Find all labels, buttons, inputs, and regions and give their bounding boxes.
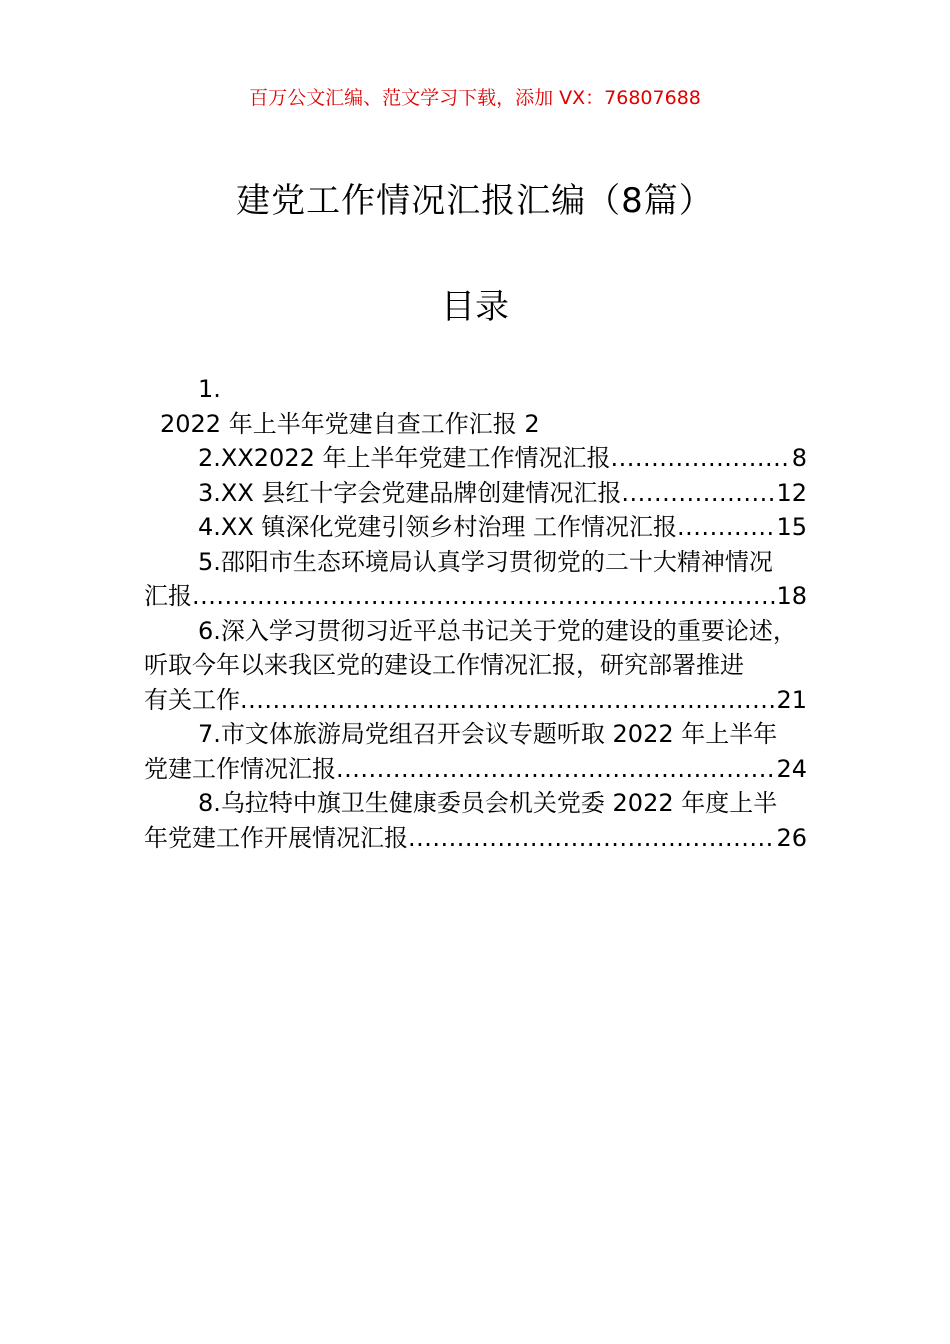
toc-item-text-continued: 汇报: [144, 582, 192, 610]
toc-item-6[interactable]: [144, 614, 807, 718]
dot-leader: [192, 579, 776, 614]
toc-item-text: 4.XX 镇深化党建引领乡村治理 工作情况汇报: [198, 513, 678, 541]
toc-item-text-continued: 年党建工作开展情况汇报: [144, 823, 408, 852]
dot-leader: [240, 683, 776, 718]
toc-item-3[interactable]: [144, 476, 807, 511]
toc-item-text-continued: 听取今年以来我区党的建设工作情况汇报，研究部署推进: [144, 651, 744, 679]
toc-item-text: 8.乌拉特中旗卫生健康委员会机关党委 2022 年度上半: [198, 789, 778, 817]
toc-item-text: 7.市文体旅游局党组召开会议专题听取 2022 年上半年: [198, 720, 778, 748]
toc-page-number: 15: [776, 513, 807, 541]
toc-page-number: 18: [776, 582, 807, 610]
table-of-contents: [144, 372, 807, 855]
toc-item-2[interactable]: [144, 441, 807, 476]
toc-item-text: 3.XX 县红十字会党建品牌创建情况汇报: [198, 478, 622, 507]
toc-item-number: 1.: [198, 375, 221, 403]
toc-page-number: 24: [776, 754, 807, 783]
toc-item-text: 6.深入学习贯彻习近平总书记关于党的建设的重要论述，: [198, 616, 797, 645]
toc-page-number: 21: [776, 685, 807, 714]
toc-item-text: 5.邵阳市生态环境局认真学习贯彻党的二十大精神情况: [198, 547, 773, 576]
document-title: 建党工作情况汇报汇编（8篇）: [236, 181, 714, 221]
toc-item-4[interactable]: [144, 510, 807, 545]
toc-heading: 目录: [441, 287, 509, 327]
toc-page-number: 8: [791, 444, 807, 472]
toc-item-8[interactable]: [144, 786, 807, 855]
header-note: 百万公文汇编、范文学习下载，添加 VX：76807688: [249, 87, 701, 109]
toc-page-number: 26: [776, 823, 807, 852]
toc-item-5[interactable]: [144, 545, 807, 614]
toc-item-text-continued: 党建工作情况汇报: [144, 754, 336, 783]
dot-leader: [336, 752, 776, 787]
dot-leader: [621, 476, 776, 511]
toc-item-7[interactable]: [144, 717, 807, 786]
toc-item-1[interactable]: [144, 372, 807, 441]
toc-item-text-continued: 有关工作: [144, 685, 240, 714]
toc-page-number: 12: [776, 478, 807, 507]
dot-leader: [677, 510, 776, 545]
toc-item-text: 2.XX2022 年上半年党建工作情况汇报: [198, 444, 611, 472]
toc-item-text: 2022 年上半年党建自查工作汇报 2: [160, 409, 540, 438]
dot-leader: [611, 441, 792, 476]
dot-leader: [408, 821, 776, 856]
